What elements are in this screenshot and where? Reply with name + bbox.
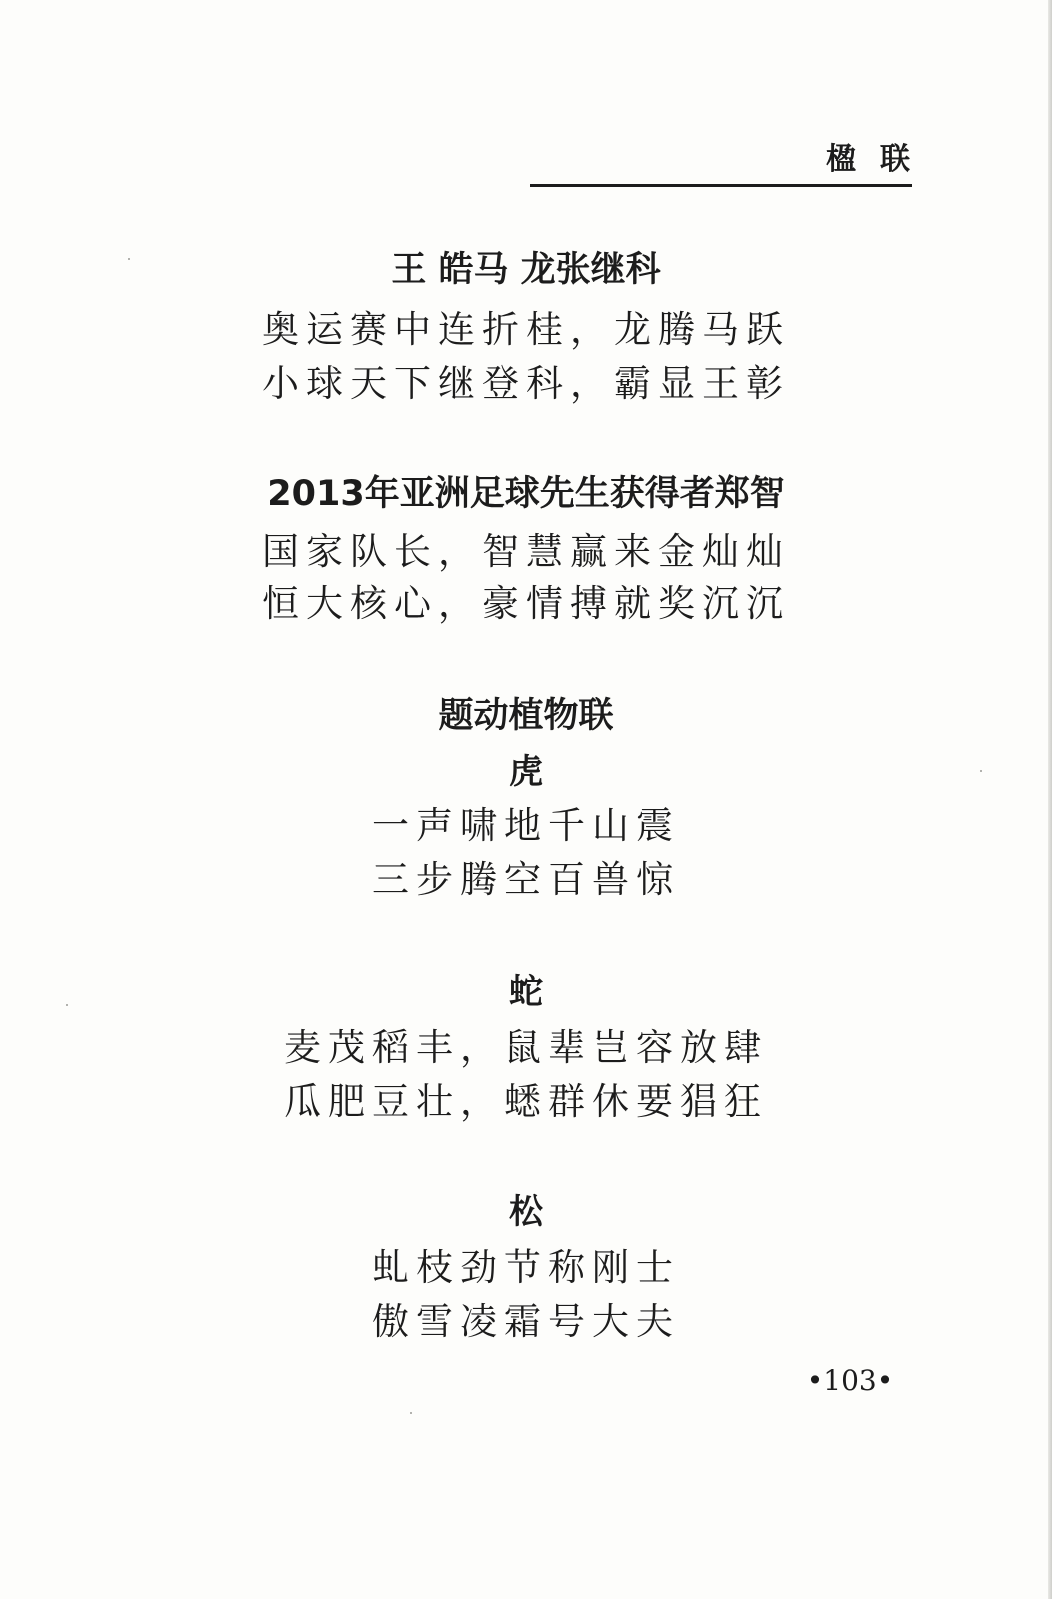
running-head-title: 楹联: [826, 142, 934, 177]
couplet-line: 小球天下继登科，霸显王彰: [262, 362, 790, 405]
section-title: 2013年亚洲足球先生获得者郑智: [267, 474, 785, 514]
subsection-title: 蛇: [509, 972, 543, 1012]
section-title: 王 皓马 龙张继科: [391, 250, 661, 290]
scan-speck: [128, 258, 130, 260]
scan-speck: [410, 1412, 412, 1414]
couplet-line: 一声啸地千山震: [372, 804, 680, 847]
scan-edge: [1048, 0, 1052, 1599]
subsection-title: 虎: [509, 752, 543, 792]
couplet-line: 三步腾空百兽惊: [372, 858, 680, 901]
subsection-title: 松: [509, 1192, 543, 1232]
scan-speck: [980, 770, 982, 772]
couplet-line: 奥运赛中连折桂，龙腾马跃: [262, 308, 790, 351]
group-title: 题动植物联: [438, 696, 614, 736]
couplet-line: 恒大核心，豪情搏就奖沉沉: [262, 582, 790, 625]
page-number: •103•: [806, 1364, 894, 1397]
couplet-line: 国家队长，智慧赢来金灿灿: [262, 530, 790, 573]
couplet-line: 麦茂稻丰，鼠辈岂容放肆: [284, 1026, 768, 1069]
running-head: [530, 140, 934, 187]
scan-speck: [66, 1004, 68, 1006]
couplet-line: 瓜肥豆壮，蟋群休要猖狂: [284, 1080, 768, 1123]
couplet-line: 虬枝劲节称刚士: [372, 1246, 680, 1289]
couplet-line: 傲雪凌霜号大夫: [372, 1300, 680, 1343]
